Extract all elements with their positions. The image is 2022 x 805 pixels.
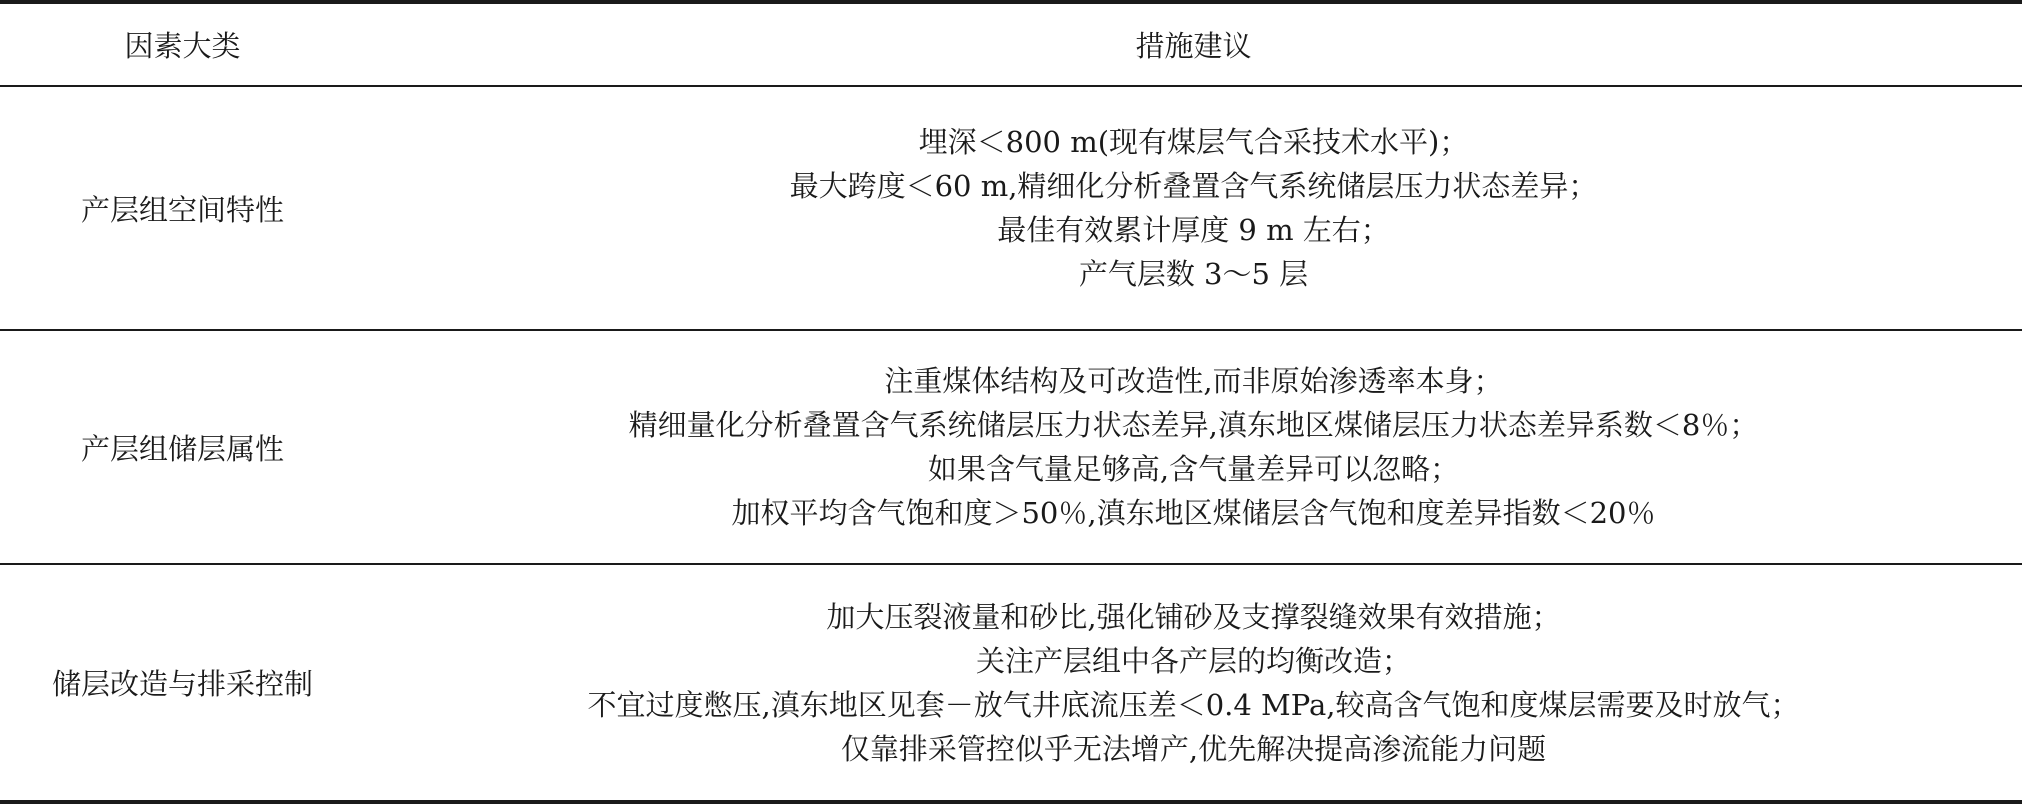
measure-line: 仅靠排采管控似乎无法增产,优先解决提高渗流能力问题 [840,731,1547,766]
table-row [0,86,2022,330]
header-factor-category: 因素大类 [0,2,365,86]
measure-line: 最大跨度＜60 m,精细化分析叠置含气系统储层压力状态差异； [789,169,1598,203]
measure-line: 埋深＜800 m(现有煤层气合采技术水平)； [918,125,1469,159]
measures-cell [365,86,2022,330]
measure-line: 不宜过度憋压,滇东地区见套－放气井底流压差＜0.4 MPa,较高含气饱和度煤层需要及时放气； [587,687,1800,722]
measure-line: 精细量化分析叠置含气系统储层压力状态差异,滇东地区煤储层压力状态差异系数＜8％； [628,408,1759,442]
factor-cell: 储层改造与排采控制 [0,564,365,802]
factor-cell: 产层组空间特性 [0,86,365,330]
measure-line: 关注产层组中各产层的均衡改造； [975,643,1411,678]
measure-line: 产气层数 3～5 层 [1078,257,1309,291]
table-row [0,564,2022,802]
measure-line: 注重煤体结构及可改造性,而非原始渗透率本身； [884,364,1503,398]
table-header [0,2,2022,86]
header-measures-suggestion: 措施建议 [365,2,2022,86]
header-row [0,2,2022,86]
measure-line: 加大压裂液量和砂比,强化铺砂及支撑裂缝效果有效措施； [826,599,1561,634]
measures-cell [365,330,2022,564]
factor-cell: 产层组储层属性 [0,330,365,564]
table-body [0,86,2022,802]
measure-line: 如果含气量足够高,含气量差异可以忽略； [927,452,1460,486]
table-row [0,330,2022,564]
measure-line: 加权平均含气饱和度＞50％,滇东地区煤储层含气饱和度差异指数＜20％ [731,496,1656,530]
measures-cell [365,564,2022,802]
measure-line: 最佳有效累计厚度 9 m 左右； [997,213,1390,247]
